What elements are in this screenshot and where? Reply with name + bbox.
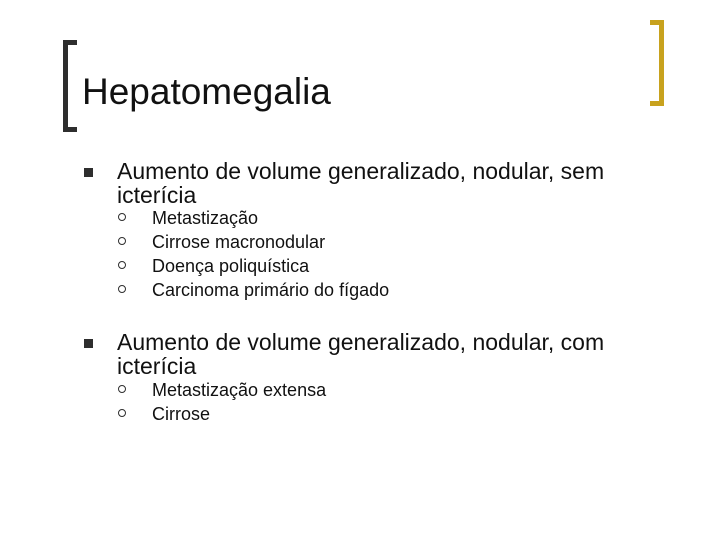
left-bracket-bottom — [63, 127, 77, 132]
square-bullet-icon — [84, 339, 93, 348]
right-bracket-bottom — [650, 101, 664, 106]
bullet-text: Aumento de volume generalizado, nodular, com icterícia — [117, 329, 605, 379]
bullet-text: Aumento de volume generalizado, nodular, sem icterícia — [117, 158, 605, 208]
square-bullet-icon — [84, 168, 93, 177]
right-bracket-decoration — [650, 20, 664, 106]
ring-bullet-icon — [118, 237, 126, 245]
left-bracket-decoration — [63, 40, 77, 132]
subitem-text: Cirrose — [152, 404, 211, 424]
ring-bullet-icon — [118, 385, 126, 393]
ring-bullet-icon — [118, 213, 126, 221]
subitem-text: Metastização — [152, 208, 259, 228]
subitem-text: Metastização extensa — [152, 380, 327, 400]
subitem-text: Carcinoma primário do fígado — [152, 280, 390, 300]
slide-title: Hepatomegalia — [82, 71, 331, 112]
ring-bullet-icon — [118, 409, 126, 417]
left-bracket-vertical — [63, 40, 68, 132]
right-bracket-vertical — [659, 20, 664, 106]
ring-bullet-icon — [118, 261, 126, 269]
subitem-text: Doença poliquística — [152, 256, 310, 276]
ring-bullet-icon — [118, 285, 126, 293]
right-bracket-top — [650, 20, 664, 25]
subitem-text: Cirrose macronodular — [152, 232, 326, 252]
left-bracket-top — [63, 40, 77, 45]
